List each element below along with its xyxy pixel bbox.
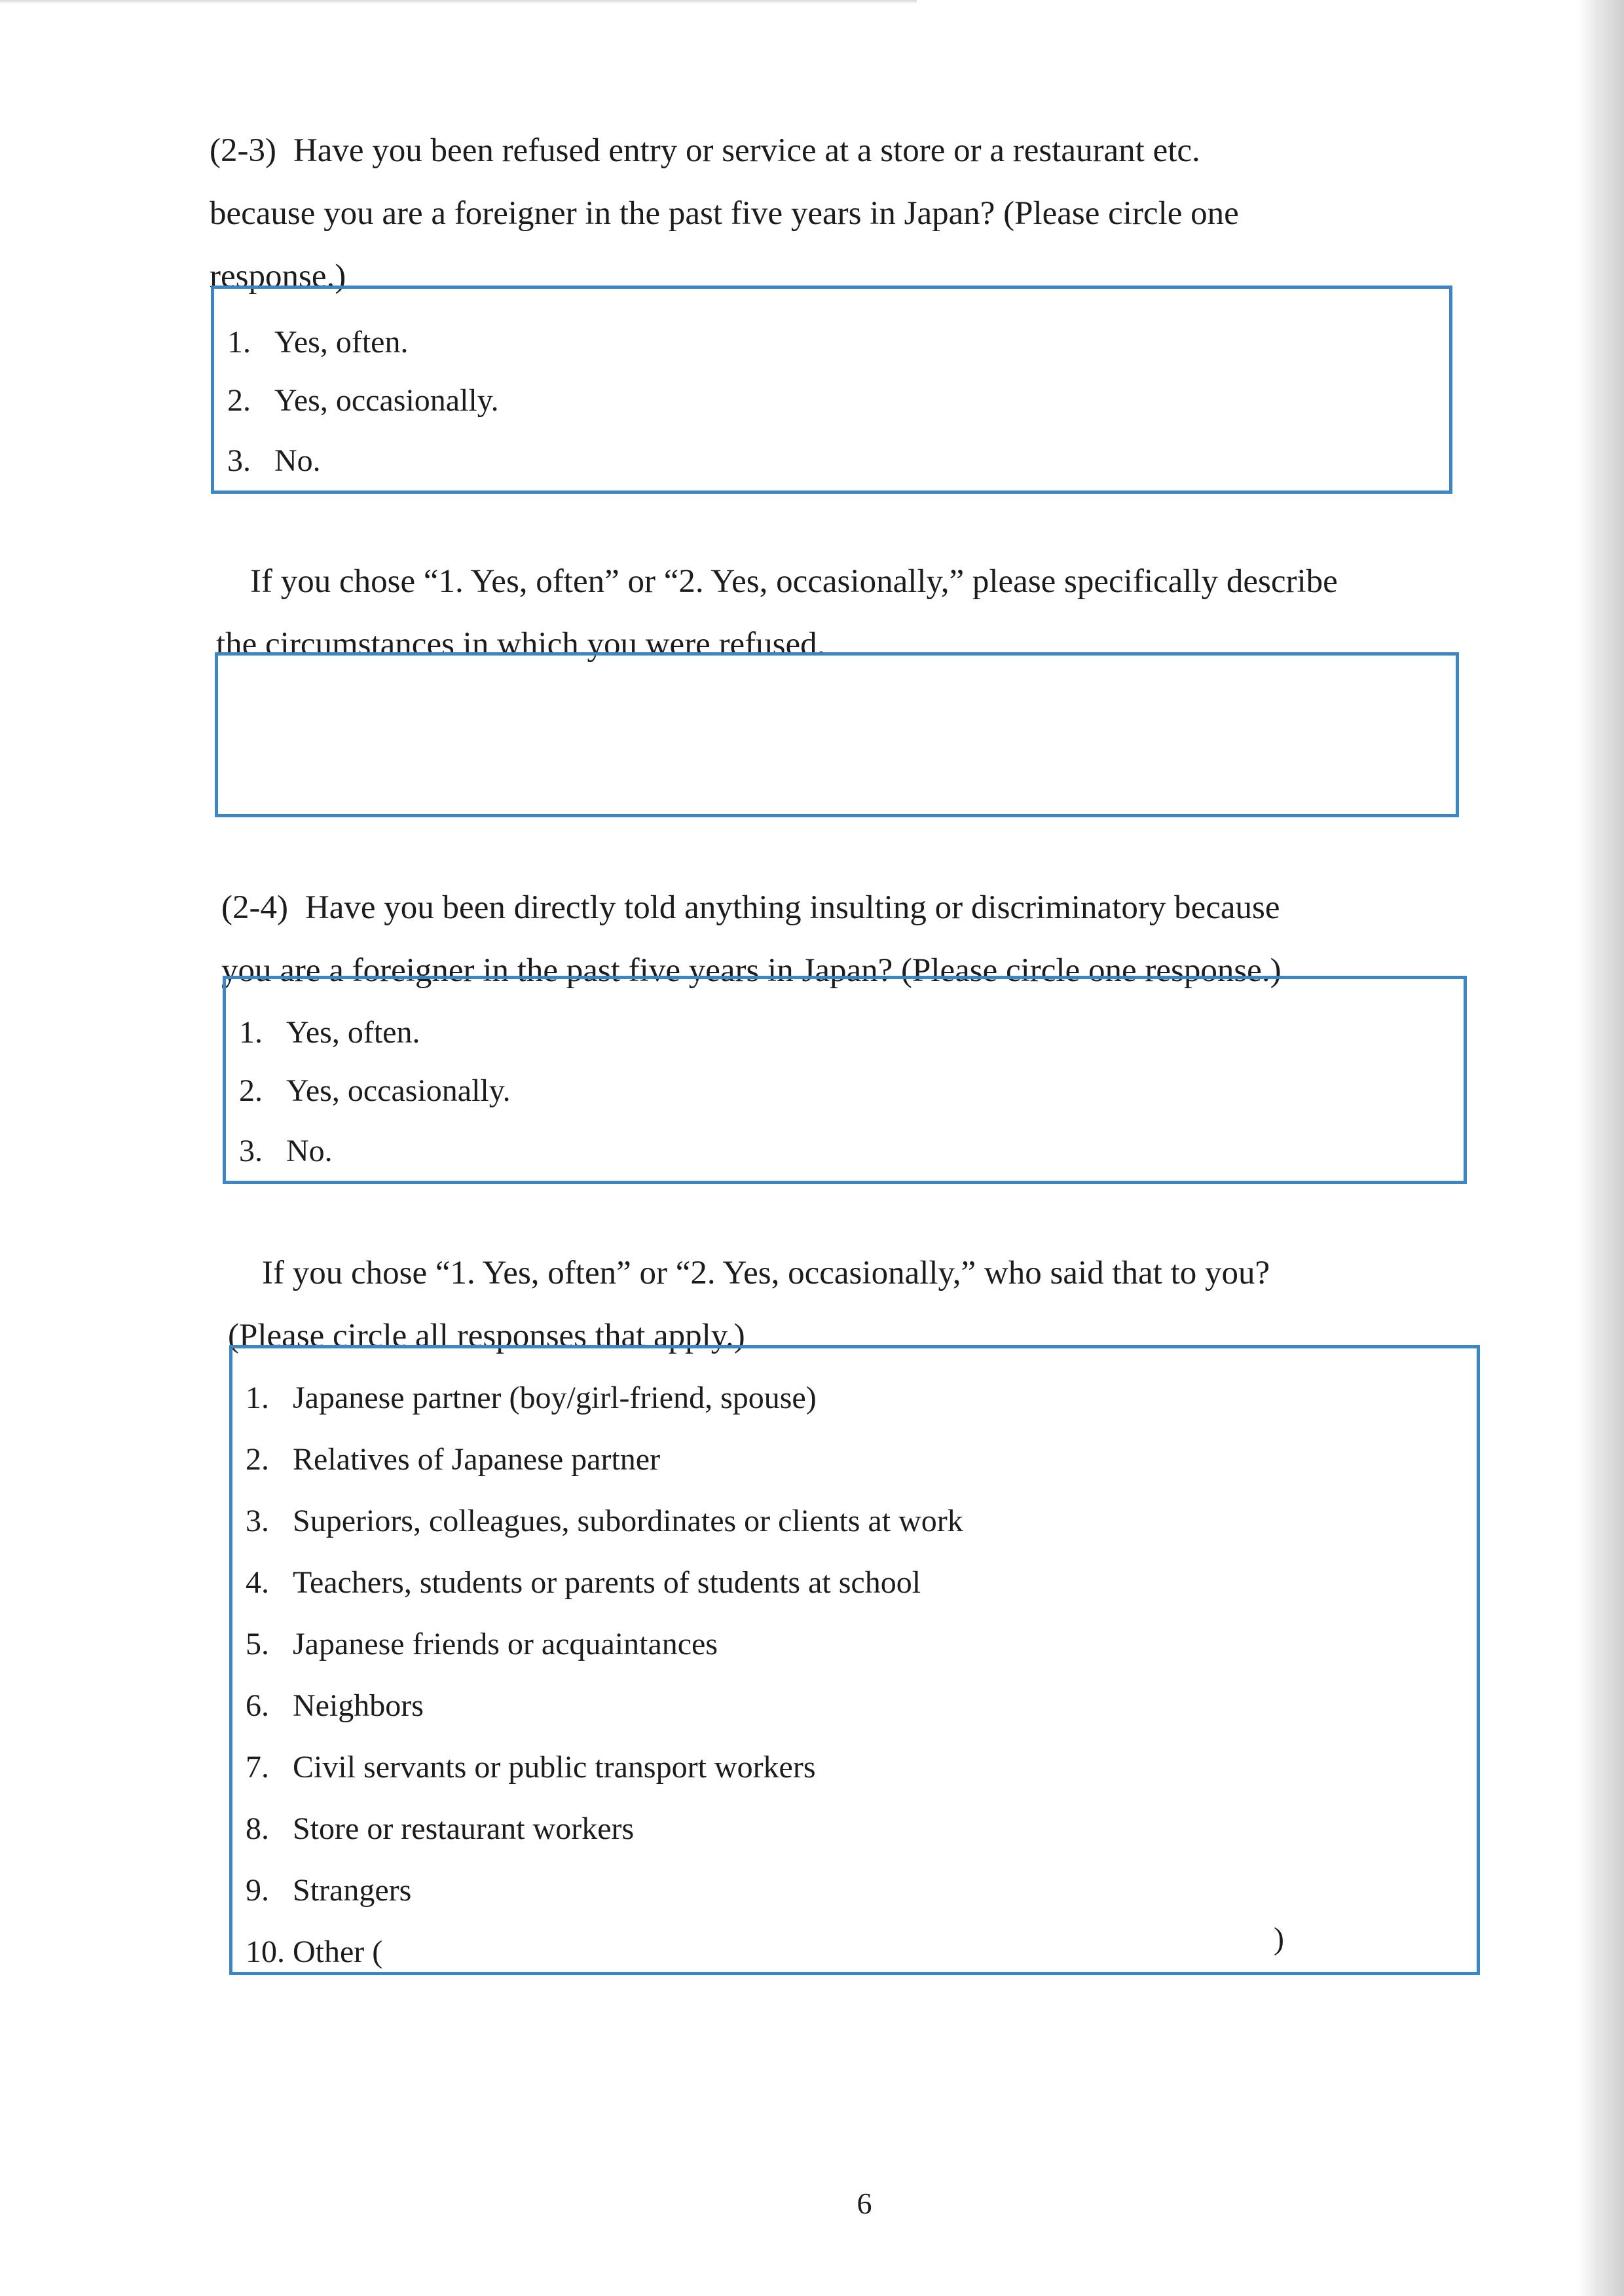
option-who-7[interactable]: 7. Civil servants or public transport workers: [246, 1750, 816, 1785]
scan-right-edge: [1578, 0, 1624, 2296]
question-2-3-line-3: response.): [210, 258, 346, 295]
scan-top-edge: [0, 0, 917, 4]
answer-box-who-said: [229, 1345, 1480, 1975]
page-number: 6: [857, 2187, 872, 2220]
option-who-4[interactable]: 4. Teachers, students or parents of students at school: [246, 1565, 921, 1600]
question-2-3: [210, 119, 1441, 308]
option-who-2[interactable]: 2. Relatives of Japanese partner: [246, 1442, 661, 1477]
answer-box-2-3: [211, 286, 1452, 494]
other-close-paren: ): [1274, 1921, 1284, 1956]
question-2-4-line-1: (2-4) Have you been directly told anything insulting or discriminatory because: [221, 889, 1280, 926]
option-2-4-2[interactable]: 2. Yes, occasionally.: [239, 1073, 511, 1108]
question-number: (2-4): [221, 889, 288, 926]
option-who-10[interactable]: 10. Other (: [246, 1935, 383, 1969]
question-number: (2-3): [210, 132, 276, 169]
option-who-5[interactable]: 5. Japanese friends or acquaintances: [246, 1627, 718, 1661]
description-textbox[interactable]: [215, 652, 1459, 817]
question-2-3-line-1: (2-3) Have you been refused entry or service at a store or a restaurant etc.: [210, 132, 1200, 169]
question-2-4-line-2: you are a foreigner in the past five years in Japan? (Please circle one response.): [221, 952, 1282, 989]
option-who-3[interactable]: 3. Superiors, colleagues, subordinates or clients at work: [246, 1504, 963, 1538]
option-2-3-1[interactable]: 1. Yes, often.: [227, 325, 409, 360]
option-who-8[interactable]: 8. Store or restaurant workers: [246, 1811, 635, 1846]
option-2-4-1[interactable]: 1. Yes, often.: [239, 1015, 420, 1050]
option-2-3-3[interactable]: 3. No.: [227, 443, 321, 478]
question-2-3-line-2: because you are a foreigner in the past five years in Japan? (Please circle one: [210, 195, 1239, 232]
answer-box-2-4: [223, 976, 1467, 1184]
option-2-3-2[interactable]: 2. Yes, occasionally.: [227, 383, 499, 418]
follow-up-2-3-line-2: the circumstances in which you were refused.: [216, 626, 826, 663]
option-who-9[interactable]: 9. Strangers: [246, 1873, 412, 1908]
option-who-6[interactable]: 6. Neighbors: [246, 1688, 424, 1723]
option-who-1[interactable]: 1. Japanese partner (boy/girl-friend, spouse): [246, 1380, 817, 1415]
option-2-4-3[interactable]: 3. No.: [239, 1134, 333, 1168]
follow-up-2-4-line-2: (Please circle all responses that apply.): [228, 1318, 745, 1354]
follow-up-2-4-line-1: If you chose “1. Yes, often” or “2. Yes, occasionally,” who said that to you?: [262, 1255, 1270, 1291]
follow-up-2-3-line-1: If you chose “1. Yes, often” or “2. Yes, occasionally,” please specifically describe: [250, 563, 1338, 600]
